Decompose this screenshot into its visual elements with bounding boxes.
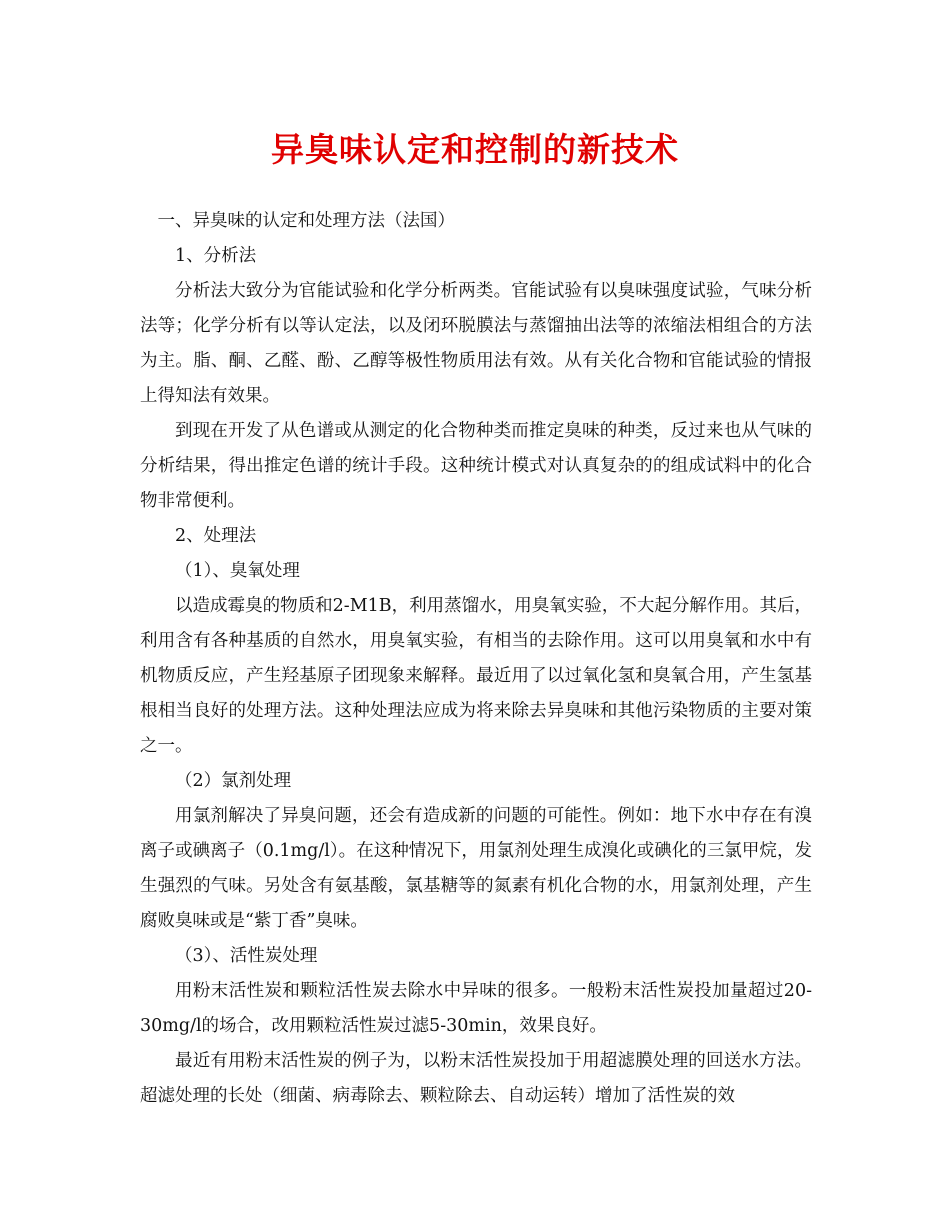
document-body <box>140 204 812 1114</box>
body-paragraph: 以造成霉臭的物质和2-M1B，利用蒸馏水，用臭氧实验，不大起分解作用。其后，利用含有各种基质的自然水，用臭氧实验，有相当的去除作用。这可以用臭氧和水中有机物质反应，产生羟基原子团现象来解释。最近用了以过氧化氢和臭氧合用，产生氢基根相当良好的处理方法。这种处理法应成为将来除去异臭味和其他污染物质的主要对策之一。 <box>140 596 812 756</box>
body-paragraph: 用氯剂解决了异臭问题，还会有造成新的问题的可能性。例如：地下水中存在有溴离子或碘离子（0.1mg/l）。在这种情况下，用氯剂处理生成溴化或碘化的三氯甲烷，发生强烈的气味。另处含有氨基酸，氯基糖等的氮素有机化合物的水，用氯剂处理，产生腐败臭味或是“紫丁香”臭味。 <box>140 806 812 931</box>
section-heading: 一、异臭味的认定和处理方法（法国） <box>157 211 455 231</box>
document-title: 异臭味认定和控制的新技术 <box>271 130 679 169</box>
subsection-heading: 2、处理法 <box>175 526 257 546</box>
item-heading: （1）、臭氧处理 <box>175 561 300 581</box>
body-paragraph: 最近有用粉末活性炭的例子为，以粉末活性炭投加于用超滤膜处理的回送水方法。超滤处理的长处（细菌、病毒除去、颗粒除去、自动运转）增加了活性炭的效 <box>140 1051 812 1106</box>
item-heading: （2）氯剂处理 <box>175 771 292 791</box>
subsection-heading: 1、分析法 <box>175 246 257 266</box>
body-paragraph: 分析法大致分为官能试验和化学分析两类。官能试验有以臭味强度试验，气味分析法等；化学分析有以等认定法，以及闭环脱膜法与蒸馏抽出法等的浓缩法相组合的方法为主。脂、酮、乙醛、酚、乙醇等极性物质用法有效。从有关化合物和官能试验的情报上得知法有效果。 <box>140 281 812 406</box>
body-paragraph: 到现在开发了从色谱或从测定的化合物种类而推定臭味的种类，反过来也从气味的分析结果，得出推定色谱的统计手段。这种统计模式对认真复杂的的组成试料中的化合物非常便利。 <box>140 421 812 511</box>
body-paragraph: 用粉末活性炭和颗粒活性炭去除水中异味的很多。一般粉末活性炭投加量超过20-30mg/l的场合，改用颗粒活性炭过滤5-30min，效果良好。 <box>140 981 812 1036</box>
item-heading: （3）、活性炭处理 <box>175 946 318 966</box>
